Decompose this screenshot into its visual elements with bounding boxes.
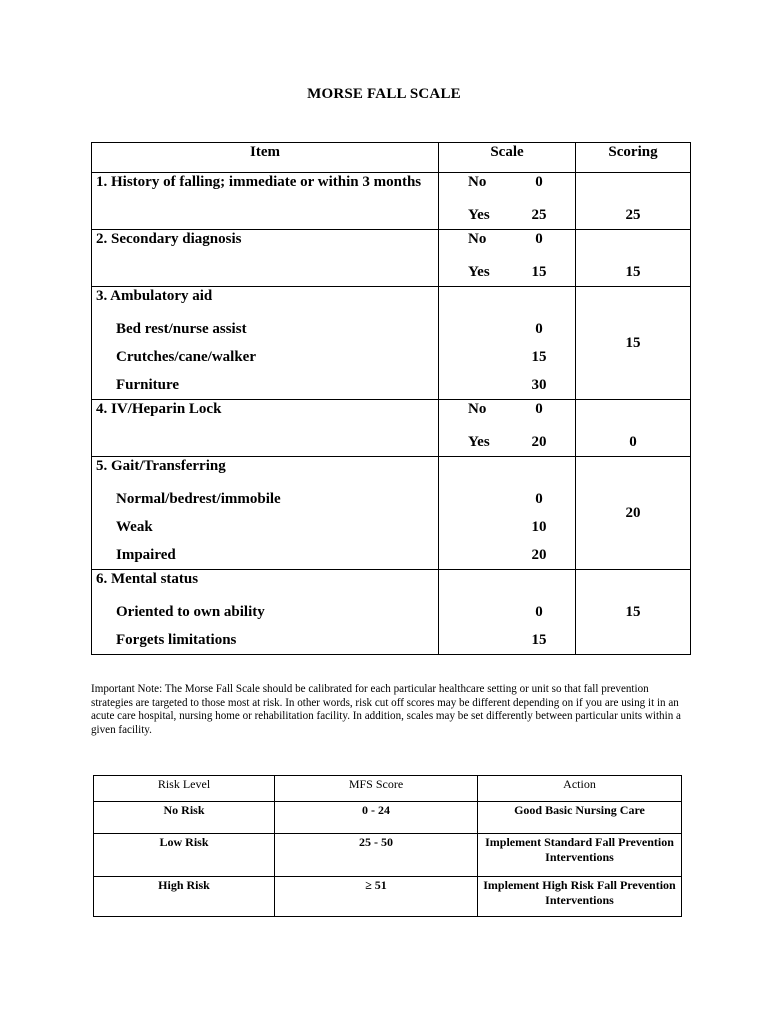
scale-line [439, 513, 575, 541]
item-label: 1. History of falling; immediate or within 3 months [96, 174, 422, 190]
item-spacer [96, 428, 438, 456]
scale-option-value: 20 [531, 547, 547, 563]
scale-line [439, 626, 575, 654]
item-subitem: Bed rest/nurse assist [116, 321, 247, 337]
mfs-row [92, 287, 691, 400]
scale-option-label: Yes [468, 264, 490, 280]
scale-line [439, 201, 575, 229]
scale-option-value: 15 [531, 349, 547, 365]
scale-cell [439, 230, 576, 287]
scale-option-value: 30 [531, 377, 547, 393]
item-spacer [96, 258, 438, 286]
risk-row [94, 802, 682, 834]
score-cell: 0 [576, 400, 691, 457]
mfs-row [92, 570, 691, 655]
scale-line [439, 541, 575, 569]
mfs-header-row [92, 143, 691, 173]
scale-option-value: 0 [535, 604, 543, 620]
scale-header: Scale [439, 143, 576, 173]
mfs-score-cell: 0 - 24 [275, 802, 478, 834]
scale-line [439, 287, 575, 315]
item-cell [92, 400, 439, 457]
scale-cell [439, 287, 576, 400]
item-subitem: Oriented to own ability [116, 604, 265, 620]
scale-option-value: 25 [531, 207, 547, 223]
item-cell [92, 457, 439, 570]
risk-level-table [93, 775, 682, 917]
item-cell [92, 173, 439, 230]
mfs-score-cell: ≥ 51 [275, 877, 478, 917]
scale-line [439, 457, 575, 485]
item-subitem: Weak [116, 519, 153, 535]
scale-option-value: 10 [531, 519, 547, 535]
scale-line [439, 173, 575, 201]
risk-level-cell: No Risk [94, 802, 275, 834]
risk-row [94, 834, 682, 877]
item-label: 3. Ambulatory aid [96, 288, 213, 304]
mfs-row [92, 173, 691, 230]
action-cell: Implement High Risk Fall Prevention Interventions [478, 877, 682, 917]
scale-option-label: Yes [468, 434, 490, 450]
scale-option-value: 15 [531, 264, 547, 280]
item-label: 6. Mental status [96, 571, 199, 587]
item-subitem: Furniture [116, 377, 180, 393]
action-cell: Good Basic Nursing Care [478, 802, 682, 834]
scale-option-value: 0 [535, 491, 543, 507]
score-cell: 25 [576, 173, 691, 230]
item-label: 2. Secondary diagnosis [96, 231, 242, 247]
morse-fall-scale-table [91, 142, 691, 655]
item-label: 5. Gait/Transferring [96, 458, 226, 474]
risk-row [94, 877, 682, 917]
mfs-row [92, 457, 691, 570]
scale-line [439, 258, 575, 286]
item-label: 4. IV/Heparin Lock [96, 401, 222, 417]
risk-header-row [94, 776, 682, 802]
scale-option-label: No [468, 231, 487, 247]
risk-level-cell: High Risk [94, 877, 275, 917]
scale-line [439, 371, 575, 399]
item-subitem: Impaired [116, 547, 176, 563]
item-subitem: Crutches/cane/walker [116, 349, 256, 365]
mfs-score-header: MFS Score [275, 776, 478, 802]
scale-option-value: 20 [531, 434, 547, 450]
scale-option-value: 0 [535, 401, 543, 417]
risk-level-header: Risk Level [94, 776, 275, 802]
item-subitem: Forgets limitations [116, 632, 237, 648]
scale-cell [439, 457, 576, 570]
page-title: MORSE FALL SCALE [307, 86, 461, 102]
scale-line [439, 428, 575, 456]
scale-option-label: Yes [468, 207, 490, 223]
mfs-row [92, 400, 691, 457]
item-spacer [96, 201, 438, 229]
scoring-header: Scoring [576, 143, 691, 173]
scale-line [439, 485, 575, 513]
scale-option-label: No [468, 174, 487, 190]
action-header: Action [478, 776, 682, 802]
scale-option-value: 0 [535, 231, 543, 247]
score-cell: 15 [576, 570, 691, 655]
scale-line [439, 570, 575, 598]
scale-line [439, 343, 575, 371]
scale-option-label: No [468, 401, 487, 417]
important-note: Important Note: The Morse Fall Scale should be calibrated for each particular healthcare setting or unit so that fall prevention strategies are targeted to those most at risk. In other words, risk cut off scores may be different depending on if you are using it in an acute care hospital, nursing home or rehabilitation facility. In addition, scales may be set differently between particular units within a given facility. [91, 683, 681, 736]
scale-cell [439, 173, 576, 230]
scale-line [439, 230, 575, 258]
item-cell [92, 230, 439, 287]
scale-line [439, 598, 575, 626]
risk-level-cell: Low Risk [94, 834, 275, 877]
score-cell: 15 [576, 287, 691, 400]
scale-cell [439, 400, 576, 457]
scale-cell [439, 570, 576, 655]
mfs-score-cell: 25 - 50 [275, 834, 478, 877]
scale-option-value: 15 [531, 632, 547, 648]
mfs-table-body [92, 173, 691, 655]
item-subitem: Normal/bedrest/immobile [116, 491, 281, 507]
item-cell [92, 287, 439, 400]
item-header: Item [92, 143, 439, 173]
mfs-row [92, 230, 691, 287]
scale-option-value: 0 [535, 321, 543, 337]
score-cell: 15 [576, 230, 691, 287]
scale-line [439, 400, 575, 428]
scale-option-value: 0 [535, 174, 543, 190]
action-cell: Implement Standard Fall Prevention Interventions [478, 834, 682, 877]
item-cell [92, 570, 439, 655]
scale-line [439, 315, 575, 343]
score-cell: 20 [576, 457, 691, 570]
